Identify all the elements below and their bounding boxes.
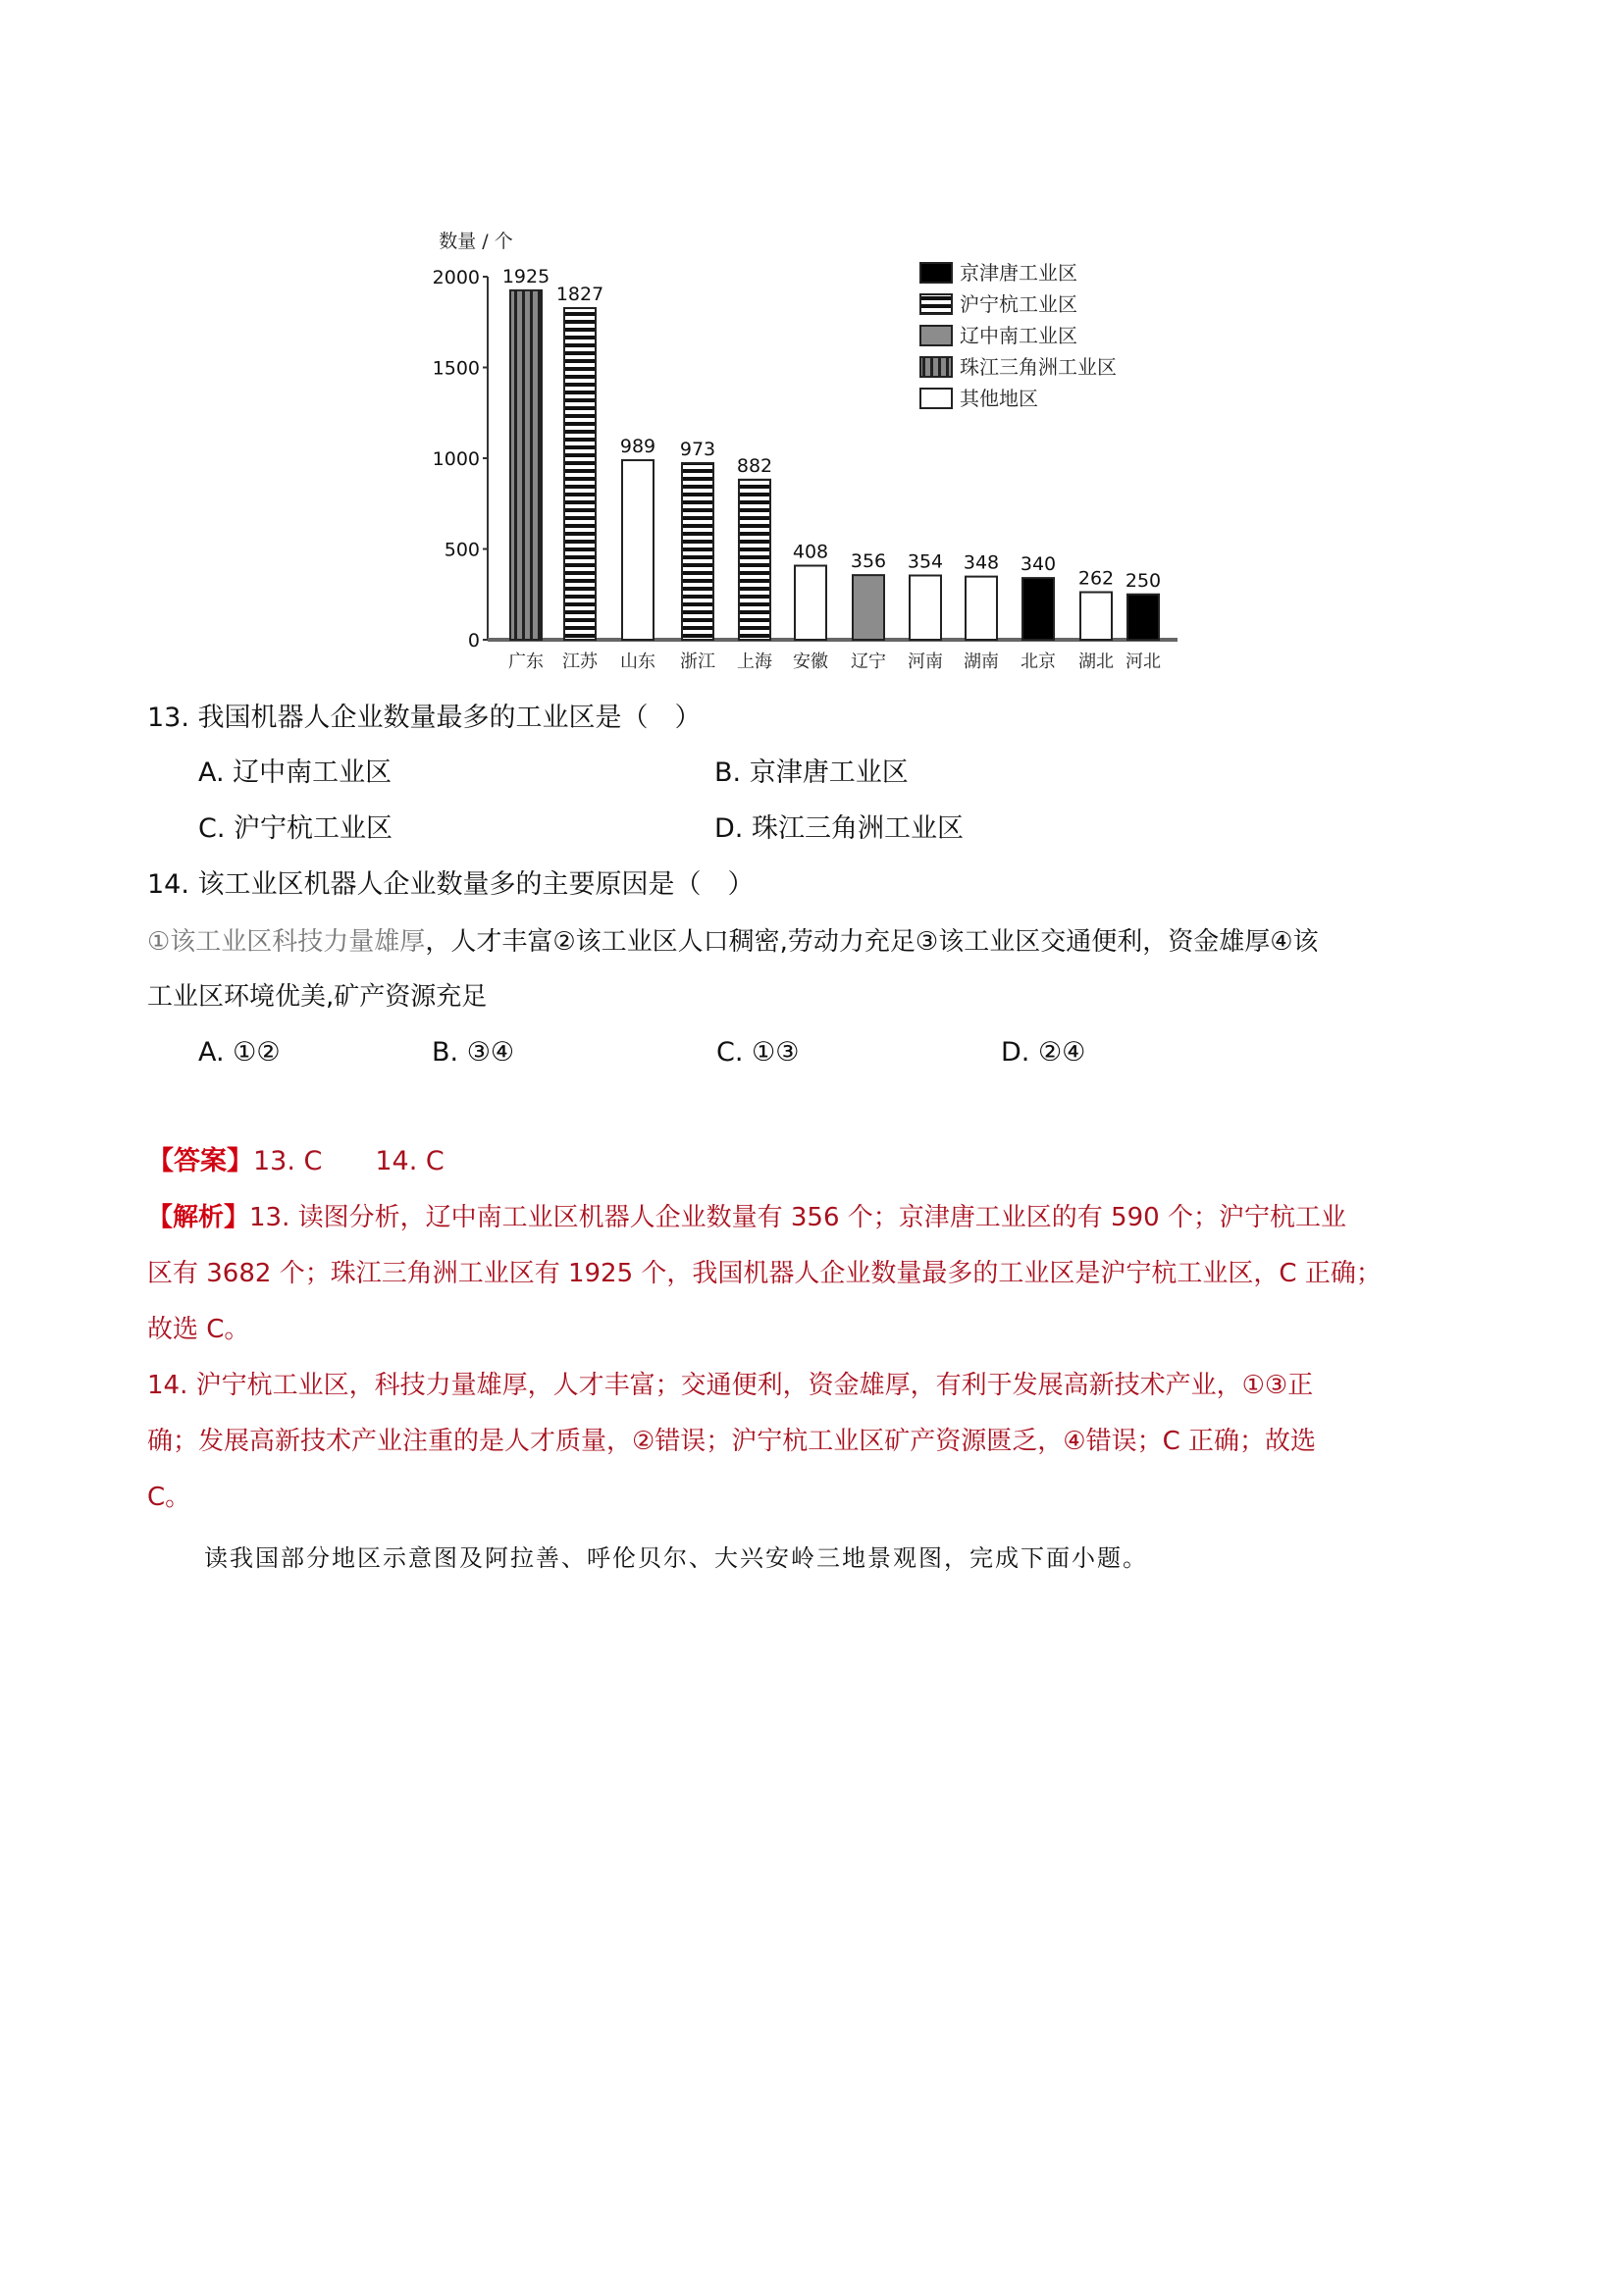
y-axis-label: 数量 / 个 — [439, 231, 513, 252]
analysis-text-1: 13. 读图分析，辽中南工业区机器人企业数量有 356 个；京津唐工业区的有 590 个；沪宁杭工业 — [249, 1203, 1346, 1232]
analysis-label: 【解析】 — [147, 1203, 250, 1232]
answer-label: 【答案】 — [147, 1146, 253, 1176]
bar — [910, 576, 941, 640]
q13-option-d[interactable]: D. 珠江三角洲工业区 — [714, 813, 964, 844]
legend-swatch — [920, 263, 952, 283]
bar — [853, 575, 884, 640]
legend-label: 沪宁杭工业区 — [960, 292, 1077, 316]
y-tick-label: 0 — [467, 630, 480, 652]
bar — [682, 463, 713, 640]
analysis-line1 — [147, 1200, 1346, 1235]
bar-value-label: 356 — [850, 550, 887, 573]
q14-option-c[interactable]: C. ①③ — [716, 1037, 800, 1068]
bar — [1127, 595, 1159, 640]
bar — [966, 577, 997, 640]
bar — [739, 480, 770, 640]
legend-label: 京津唐工业区 — [960, 261, 1077, 285]
legend-label: 辽中南工业区 — [960, 324, 1077, 347]
legend-swatch — [920, 389, 952, 408]
q14-statements-line1 — [147, 924, 1319, 960]
q14-option-d[interactable]: D. ②④ — [1001, 1037, 1086, 1068]
q14-option-a[interactable]: A. ①② — [198, 1037, 281, 1068]
x-tick-label: 湖北 — [1078, 652, 1114, 672]
answer-text: 13. C 14. C — [253, 1146, 445, 1176]
bar-value-label: 250 — [1125, 569, 1162, 592]
bar-value-label: 348 — [963, 551, 1000, 574]
analysis-line6: C。 — [147, 1483, 191, 1512]
legend-label: 其他地区 — [960, 387, 1038, 410]
x-tick-label: 安徽 — [793, 652, 828, 672]
bar-value-label: 354 — [907, 550, 944, 573]
q13-option-b[interactable]: B. 京津唐工业区 — [714, 757, 909, 788]
bar-value-label: 973 — [679, 438, 716, 460]
bar-chart — [412, 226, 1197, 677]
bar-value-label: 408 — [792, 541, 829, 563]
q13-option-a[interactable]: A. 辽中南工业区 — [198, 757, 393, 788]
y-tick-label: 2000 — [432, 267, 480, 288]
bar-value-label: 1827 — [555, 284, 604, 306]
bar — [1080, 593, 1112, 640]
bar — [564, 308, 596, 640]
answer-line — [147, 1144, 445, 1179]
x-tick-label: 河南 — [908, 652, 943, 672]
analysis-line4: 14. 沪宁杭工业区，科技力量雄厚，人才丰富；交通便利，资金雄厚，有利于发展高新技术产业，①③正 — [147, 1371, 1314, 1400]
y-tick-label: 1500 — [432, 357, 480, 380]
y-tick-label: 500 — [444, 539, 480, 561]
y-tick-label: 1000 — [432, 448, 480, 470]
analysis-line3: 故选 C。 — [147, 1315, 250, 1344]
q13-option-c[interactable]: C. 沪宁杭工业区 — [198, 813, 393, 844]
q14-statements-line2: 工业区环境优美,矿产资源充足 — [147, 982, 488, 1012]
bar — [622, 460, 654, 640]
bar-value-label: 262 — [1077, 567, 1115, 590]
x-tick-label: 山东 — [620, 652, 655, 672]
bar — [1022, 578, 1054, 640]
x-tick-label: 上海 — [737, 652, 772, 672]
q14-stem: 14. 该工业区机器人企业数量多的主要原因是（ ） — [147, 869, 755, 900]
legend-swatch — [920, 294, 952, 314]
q14-option-b[interactable]: B. ③④ — [432, 1037, 515, 1068]
x-tick-label: 江苏 — [562, 652, 598, 672]
q14-statement-gray: ①该工业区科技力量雄厚 — [147, 927, 426, 957]
bar-value-label: 989 — [619, 436, 656, 458]
analysis-line2: 区有 3682 个；珠江三角洲工业区有 1925 个，我国机器人企业数量最多的工业区是沪宁杭工业区，C 正确； — [147, 1259, 1382, 1288]
legend-swatch — [920, 357, 952, 377]
legend-label: 珠江三角洲工业区 — [960, 355, 1117, 379]
bar-value-label: 340 — [1020, 553, 1057, 576]
x-tick-label: 广东 — [508, 652, 544, 672]
x-tick-label: 辽宁 — [851, 652, 886, 672]
x-tick-label: 浙江 — [680, 652, 715, 672]
q13-stem: 13. 我国机器人企业数量最多的工业区是（ ） — [147, 703, 702, 733]
bar — [795, 566, 826, 640]
chart-legend — [920, 261, 1117, 410]
legend-swatch — [920, 326, 952, 345]
next-question-intro: 读我国部分地区示意图及阿拉善、呼伦贝尔、大兴安岭三地景观图，完成下面小题。 — [204, 1544, 1148, 1572]
bar-value-label: 882 — [736, 454, 773, 477]
x-tick-label: 湖南 — [964, 652, 999, 672]
x-tick-label: 北京 — [1021, 652, 1056, 672]
bar-value-label: 1925 — [501, 265, 550, 287]
analysis-line5: 确；发展高新技术产业注重的是人才质量，②错误；沪宁杭工业区矿产资源匮乏，④错误；C 正确；故选 — [147, 1427, 1317, 1456]
x-tick-label: 河北 — [1126, 652, 1161, 672]
q14-statement-rest: ，人才丰富②该工业区人口稠密,劳动力充足③该工业区交通便利，资金雄厚④该 — [425, 927, 1319, 957]
bar — [510, 290, 542, 640]
